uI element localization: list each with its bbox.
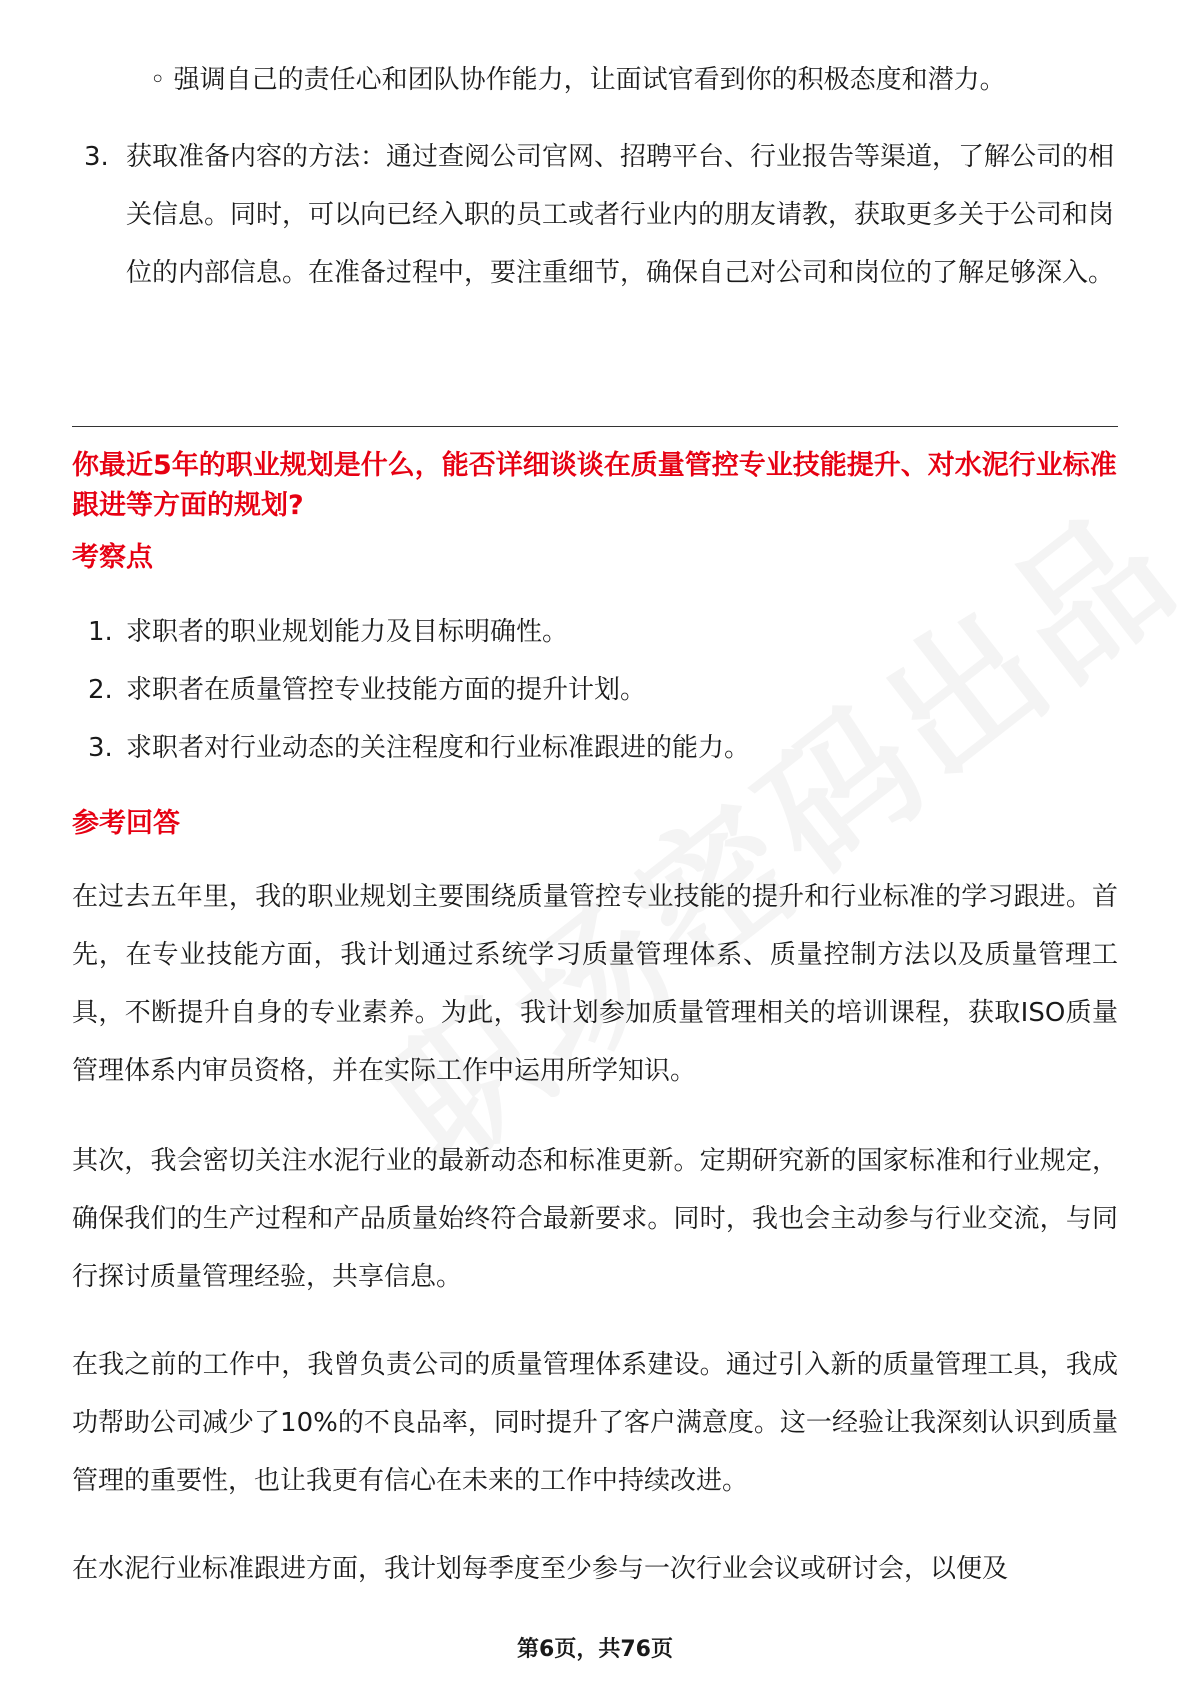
answer-paragraph: 在过去五年里，我的职业规划主要围绕质量管控专业技能的提升和行业标准的学习跟进。首先，在专业技能方面，我计划通过系统学习质量管理体系、质量控制方法以及质量管理工具，不断提升自身的专业素养。为此，我计划参加质量管理相关的培训课程，获取ISO质量管理体系内审员资格，并在实际工作中运用所学知识。 — [72, 882, 1118, 1086]
answer-heading: 参考回答 — [72, 808, 180, 839]
prev-list-item — [84, 128, 1114, 302]
answer-paragraph: 在我之前的工作中，我曾负责公司的质量管理体系建设。通过引入新的质量管理工具，我成功帮助公司减少了10%的不良品率，同时提升了客户满意度。这一经验让我深刻认识到质量管理的重要性，也让我更有信心在未来的工作中持续改进。 — [72, 1350, 1118, 1496]
examine-item — [88, 728, 1118, 768]
list-text: 求职者的职业规划能力及目标明确性。 — [126, 617, 569, 647]
section-divider — [72, 426, 1118, 427]
answer-paragraph: 其次，我会密切关注水泥行业的最新动态和标准更新。定期研究新的国家标准和行业规定，确保我们的生产过程和产品质量始终符合最新要求。同时，我也会主动参与行业交流，与同行探讨质量管理经验，共享信息。 — [72, 1146, 1118, 1292]
list-text: 求职者对行业动态的关注程度和行业标准跟进的能力。 — [126, 733, 751, 763]
answer-paragraph: 在水泥行业标准跟进方面，我计划每季度至少参与一次行业会议或研讨会，以便及 — [72, 1554, 1009, 1584]
question-title: 你最近5年的职业规划是什么，能否详细谈谈在质量管控专业技能提升、对水泥行业标准跟进等方面的规划? — [72, 450, 1117, 521]
page-number: 第6页，共76页 — [517, 1637, 673, 1662]
examine-item — [88, 670, 1118, 710]
examine-heading: 考察点 — [72, 542, 153, 573]
list-number: 2. — [88, 675, 113, 705]
list-number: 3. — [84, 142, 109, 172]
list-text: 获取准备内容的方法：通过查阅公司官网、招聘平台、行业报告等渠道，了解公司的相关信息。同时，可以向已经入职的员工或者行业内的朋友请教，获取更多关于公司和岗位的内部信息。在准备过程中，要注重细节，确保自己对公司和岗位的了解足够深入。 — [126, 142, 1115, 288]
list-number: 3. — [88, 733, 113, 763]
sub-bullet-item: ◦ 强调自己的责任心和团队协作能力，让面试官看到你的积极态度和潜力。 — [150, 65, 1006, 95]
examine-item — [88, 612, 1118, 652]
list-text: 求职者在质量管控专业技能方面的提升计划。 — [126, 675, 647, 705]
list-number: 1. — [88, 617, 113, 647]
